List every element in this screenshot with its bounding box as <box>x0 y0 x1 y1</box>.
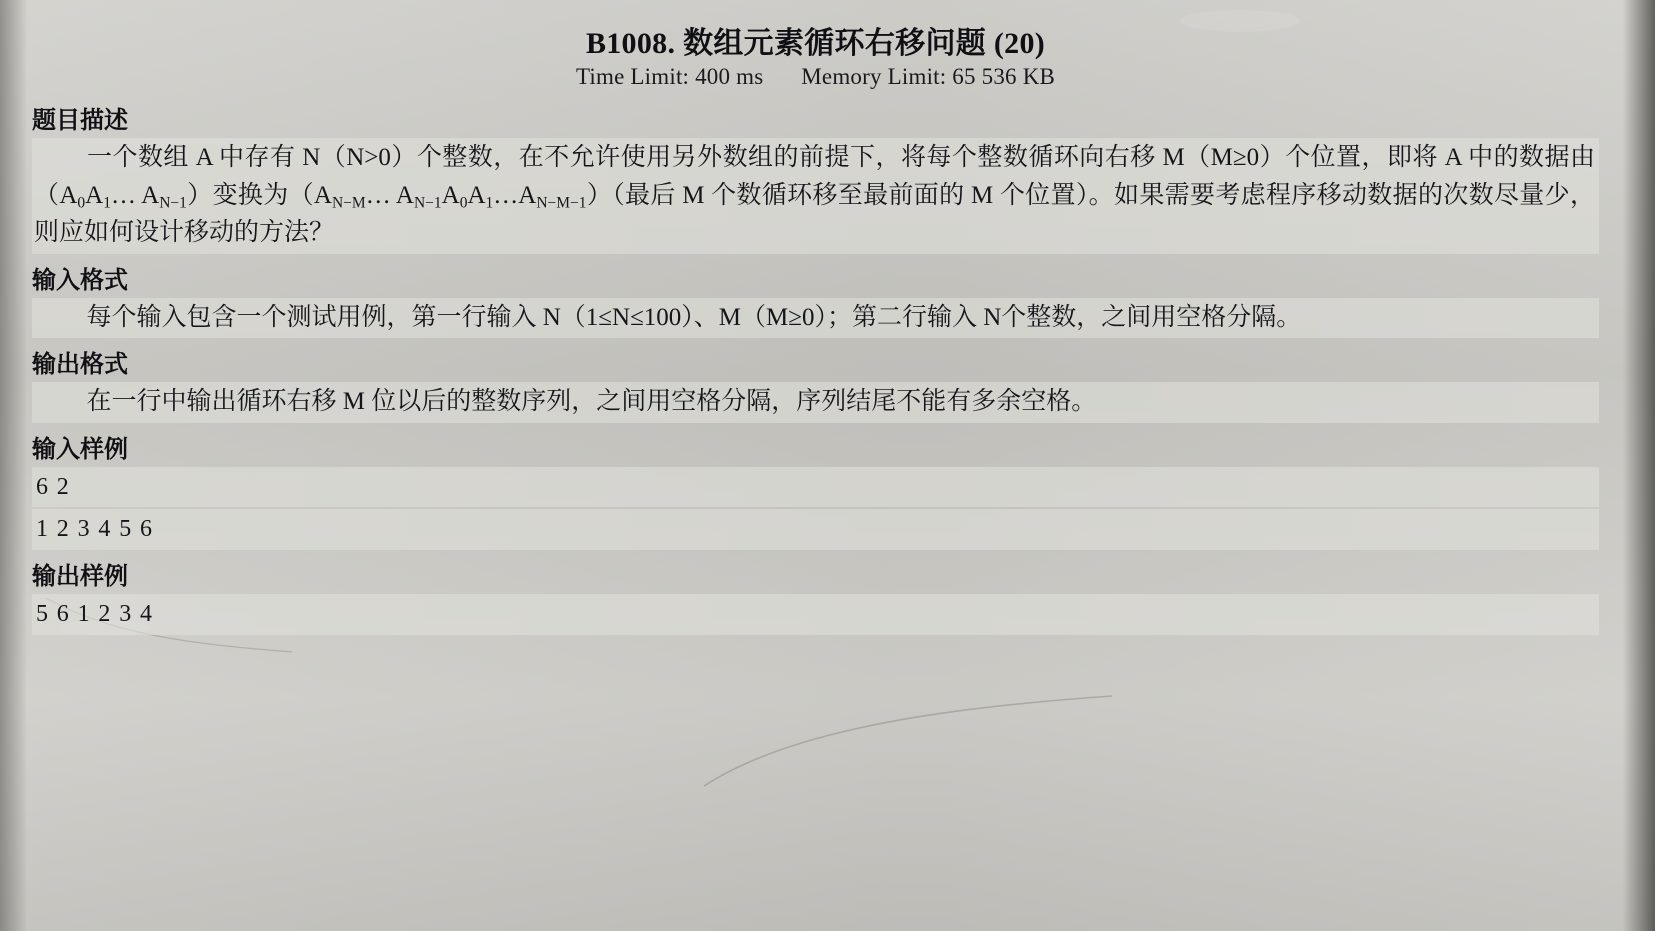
input-format-line-2: 个整数，之间用空格分隔。 <box>1001 303 1302 331</box>
description-line-2-d: ）变换为（A <box>186 181 332 209</box>
description-body <box>32 138 1599 254</box>
section-heading-description: 题目描述 <box>32 107 128 134</box>
description-line-1: 一个数组 A 中存有 N（N>0）个整数，在不允许使用另外数组的前提下，将每个整数循 <box>86 144 1054 171</box>
input-format-body <box>32 298 1599 339</box>
sub-1-b: 1 <box>485 193 494 211</box>
section-heading-input-format: 输入格式 <box>32 266 128 294</box>
output-sample-line-1: 5 6 1 2 3 4 <box>32 594 1599 635</box>
input-sample-line-1: 6 2 <box>32 467 1599 508</box>
section-heading-input-sample: 输入样例 <box>32 435 128 463</box>
output-format-line-2: 格。 <box>1046 388 1097 416</box>
sub-1: 1 <box>103 193 111 211</box>
description-line-2-b: A <box>85 181 104 209</box>
description-line-4: 少，则应如何设计移动的方法？ <box>34 181 1595 247</box>
input-format-line-1: 每个输入包含一个测试用例，第一行输入 N（1≤N≤100）、M（M≥0）；第二行输入 N <box>86 303 1002 331</box>
sub-n-m: N−M <box>331 193 366 211</box>
description-line-3-a: A <box>518 181 537 209</box>
section-heading-output-format: 输出格式 <box>32 351 128 379</box>
input-sample-line-2: 1 2 3 4 5 6 <box>32 509 1599 550</box>
problem-code: B1008. <box>585 27 676 60</box>
description-line-2-h: … <box>493 181 519 209</box>
description-line-2-c: … A <box>110 181 160 209</box>
description-line-2-a: 环向右移 M（M≥0）个位置，即将 A 中的数据由（A <box>34 144 1596 209</box>
problem-score: (20) <box>993 27 1046 60</box>
sub-0-b: 0 <box>459 193 468 211</box>
page-title <box>32 18 1599 62</box>
memory-limit: Memory Limit: 65 536 KB <box>801 64 1056 89</box>
output-format-line-1: 在一行中输出循环右移 M 位以后的整数序列，之间用空格分隔，序列结尾不能有多余空 <box>86 388 1047 416</box>
time-limit: Time Limit: 400 ms <box>575 64 764 89</box>
description-line-2-g: A <box>467 181 486 209</box>
sub-n-1: N−1 <box>159 193 187 211</box>
description-line-2-e: … A <box>365 181 414 209</box>
description-line-2-f: A <box>441 181 460 209</box>
output-format-body <box>32 382 1599 423</box>
problem-limits <box>32 64 1599 90</box>
problem-title-text: 数组元素循环右移问题 <box>683 27 987 60</box>
section-heading-output-sample: 输出样例 <box>32 563 128 591</box>
sub-n-m-1: N−M−1 <box>536 193 587 211</box>
sub-n-1-b: N−1 <box>413 193 442 211</box>
description-line-3-b: ）（最后 M 个数循环移至最前面的 M 个位置）。如果需要考虑程序移动数据的次数尽量 <box>586 181 1545 209</box>
scan-scratch <box>700 690 1120 800</box>
sub-0: 0 <box>77 193 86 211</box>
